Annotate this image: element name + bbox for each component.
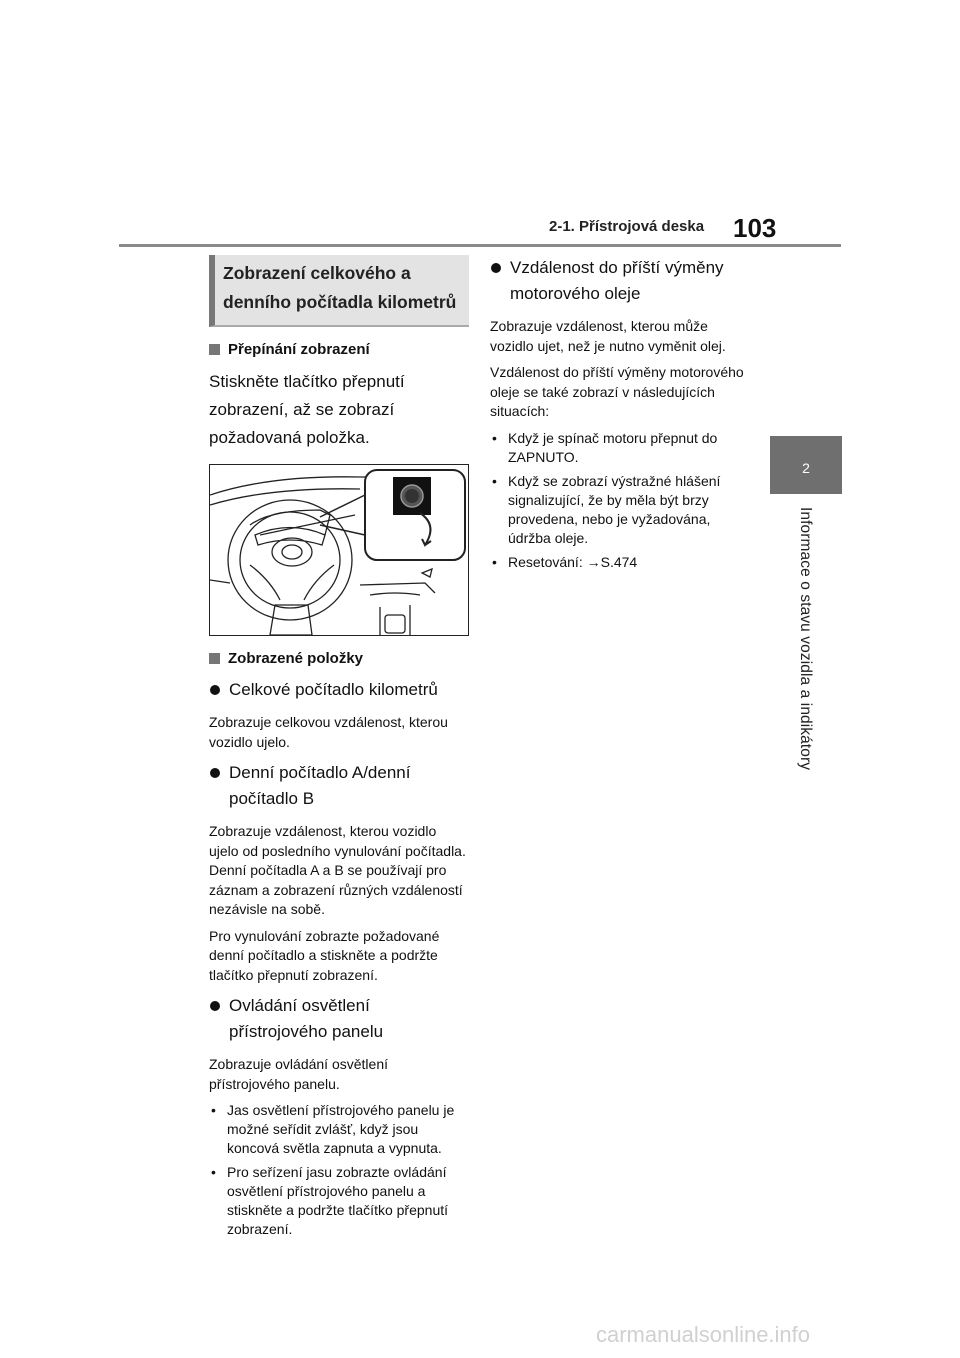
item-tripmeter-text: Zobrazuje vzdálenost, kterou vozidlo ujelo od posledního vynulování počítadla. Denní počítadla A a B se používají pro záznam a zobrazení různých vzdáleností nezávisle na sobě. xyxy=(209,823,466,917)
subheading-items xyxy=(209,650,469,667)
subheading-items-text: Zobrazené položky xyxy=(228,650,364,667)
round-bullet-icon xyxy=(210,685,220,695)
item-odometer-title: Celkové počítadlo kilometrů xyxy=(229,680,438,699)
item-panel-light xyxy=(209,993,469,1045)
steering-wheel-illustration xyxy=(210,465,468,635)
square-bullet-icon xyxy=(209,344,220,355)
subheading-switching-text: Přepínání zobrazení xyxy=(228,341,370,358)
list-item: • Pro seřízení jasu zobrazte ovládání osvětlení přístrojového panelu a stiskněte a podržte tlačítko přepnutí zobrazení. xyxy=(211,1164,449,1237)
list-item: • Když je spínač motoru přepnut do ZAPNUTO. xyxy=(492,429,718,465)
list-item: • Resetování: →S.474 xyxy=(492,553,638,570)
item-oil-change-text: Zobrazuje vzdálenost, kterou může vozidlo ujet, než je nutno vyměnit olej. xyxy=(490,318,726,354)
chapter-tab xyxy=(770,436,842,494)
round-bullet-icon xyxy=(210,1001,220,1011)
right-column xyxy=(490,255,750,577)
item-panel-light-title: Ovládání osvětlení přístrojového panelu xyxy=(229,996,384,1041)
item-oil-change xyxy=(490,255,750,307)
item-tripmeter-title: Denní počítadlo A/denní počítadlo B xyxy=(229,763,411,808)
item-tripmeter-text2: Pro vynulování zobrazte požadované denní počítadlo a stiskněte a podržte tlačítko přepnutí zobrazení. xyxy=(209,927,440,983)
round-bullet-icon xyxy=(210,768,220,778)
watermark: carmanualsonline.info xyxy=(596,1322,811,1347)
round-bullet-icon xyxy=(491,263,501,273)
chapter-label: Informace o stavu vozidla a indikátory xyxy=(797,507,814,771)
subheading-switching xyxy=(209,341,469,358)
header-rule xyxy=(119,244,841,247)
reset-reference-link[interactable]: Resetování: →S.474 xyxy=(508,553,638,570)
list-item: • Jas osvětlení přístrojového panelu je možné seřídit zvlášť, když jsou koncová světla zapnuta a vypnuta. xyxy=(211,1102,455,1156)
left-column xyxy=(209,255,469,1244)
item-oil-change-title: Vzdálenost do příští výměny motorového oleje xyxy=(510,258,724,303)
section-title: Zobrazení celkového a denního počítadla kilometrů xyxy=(209,255,469,327)
item-oil-change-text2: Vzdálenost do příští výměny motorového oleje se také zobrazí v následujících situacích: xyxy=(490,364,744,419)
intro-text: Stiskněte tlačítko přepnutí zobrazení, až se zobrazí požadovaná položka. xyxy=(209,372,405,447)
item-odometer-text: Zobrazuje celkovou vzdálenost, kterou vozidlo ujelo. xyxy=(209,714,448,750)
chapter-number: 2 xyxy=(802,460,810,476)
header-section-title: 2-1. Přístrojová deska xyxy=(549,218,705,235)
square-bullet-icon xyxy=(209,653,220,664)
list-item: • Když se zobrazí výstražné hlášení signalizující, že by měla být brzy provedena, nebo je vyžadována, údržba oleje. xyxy=(492,472,721,546)
page-number: 103 xyxy=(733,213,777,243)
dashboard-illustration xyxy=(209,464,469,636)
item-tripmeter xyxy=(209,760,469,812)
item-odometer xyxy=(209,677,469,703)
item-panel-light-text: Zobrazuje ovládání osvětlení přístrojového panelu. xyxy=(209,1056,388,1092)
